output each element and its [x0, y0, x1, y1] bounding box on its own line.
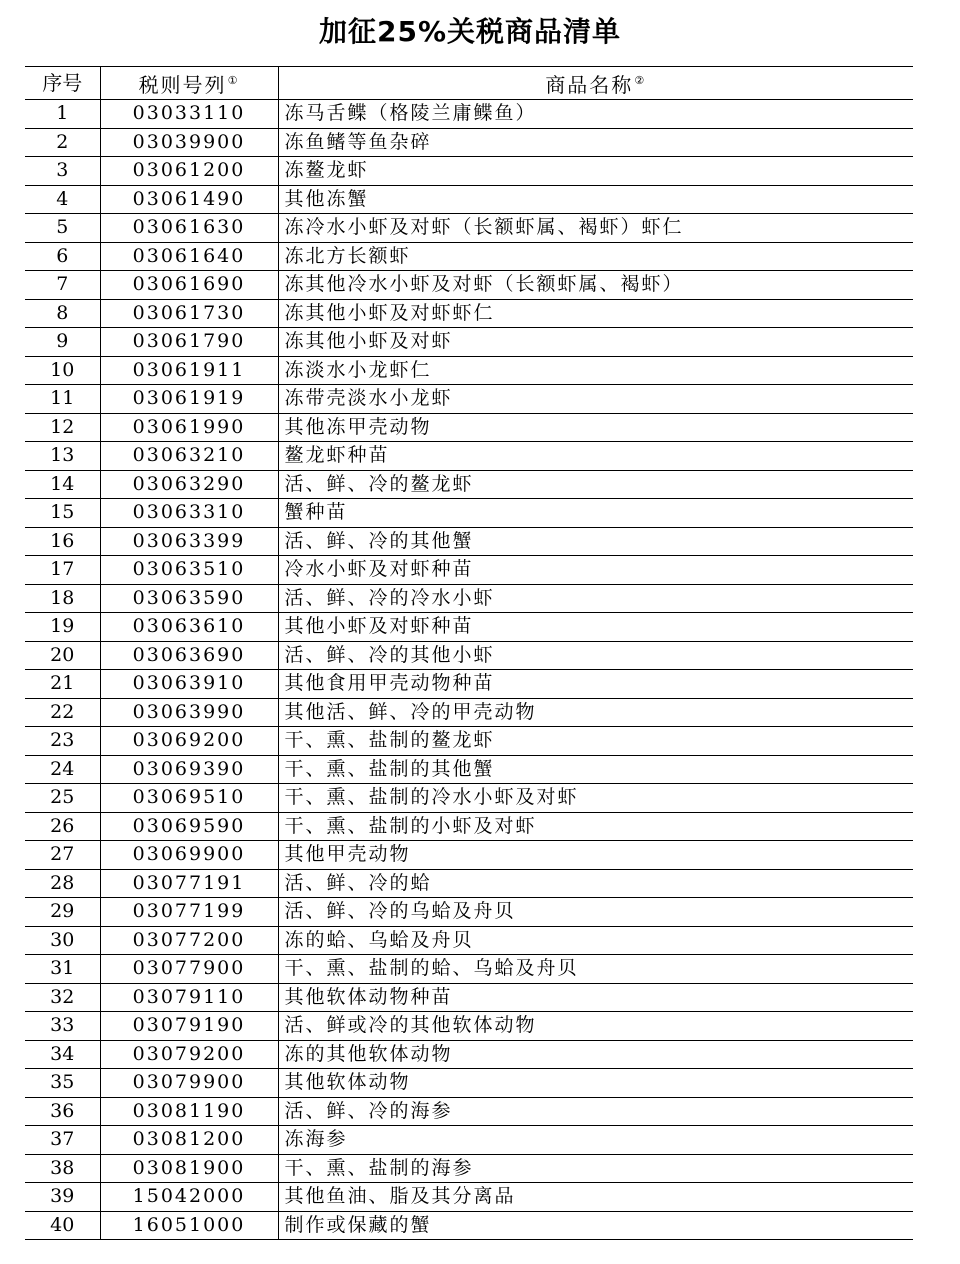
- row-tariff-code: 03061790: [100, 328, 278, 357]
- row-goods-name: 冻鳌龙虾: [278, 157, 913, 186]
- table-row: [25, 784, 913, 813]
- header-name-label: 商品名称: [545, 73, 634, 97]
- table-row: [25, 499, 913, 528]
- table-row: [25, 926, 913, 955]
- row-tariff-code: 03069510: [100, 784, 278, 813]
- table-row: [25, 869, 913, 898]
- table-row: [25, 242, 913, 271]
- table-row: [25, 556, 913, 585]
- row-index: 2: [25, 128, 100, 157]
- table-row: [25, 356, 913, 385]
- row-tariff-code: 03081190: [100, 1097, 278, 1126]
- row-goods-name: 冻其他冷水小虾及对虾（长额虾属、褐虾）: [278, 271, 913, 300]
- row-goods-name: 冻其他小虾及对虾: [278, 328, 913, 357]
- row-index: 23: [25, 727, 100, 756]
- row-index: 26: [25, 812, 100, 841]
- row-tariff-code: 03061640: [100, 242, 278, 271]
- table-row: [25, 328, 913, 357]
- row-tariff-code: 03077900: [100, 955, 278, 984]
- row-index: 5: [25, 214, 100, 243]
- row-index: 30: [25, 926, 100, 955]
- table-row: [25, 670, 913, 699]
- row-goods-name: 干、熏、盐制的小虾及对虾: [278, 812, 913, 841]
- row-index: 15: [25, 499, 100, 528]
- row-tariff-code: 03061911: [100, 356, 278, 385]
- row-tariff-code: 03069900: [100, 841, 278, 870]
- header-index-label: 序号: [42, 70, 83, 95]
- table-row: [25, 1126, 913, 1155]
- row-goods-name: 其他冻蟹: [278, 185, 913, 214]
- row-goods-name: 活、鲜、冷的乌蛤及舟贝: [278, 898, 913, 927]
- row-index: 11: [25, 385, 100, 414]
- row-tariff-code: 15042000: [100, 1183, 278, 1212]
- row-index: 28: [25, 869, 100, 898]
- row-tariff-code: 03061490: [100, 185, 278, 214]
- row-index: 33: [25, 1012, 100, 1041]
- row-index: 6: [25, 242, 100, 271]
- table-row: [25, 271, 913, 300]
- tariff-goods-table: [25, 66, 913, 1240]
- row-tariff-code: 03077199: [100, 898, 278, 927]
- header-code-label: 税则号列: [138, 73, 227, 97]
- row-goods-name: 制作或保藏的蟹: [278, 1211, 913, 1240]
- row-index: 19: [25, 613, 100, 642]
- row-goods-name: 活、鲜、冷的其他蟹: [278, 527, 913, 556]
- table-row: [25, 185, 913, 214]
- row-goods-name: 活、鲜或冷的其他软体动物: [278, 1012, 913, 1041]
- row-index: 21: [25, 670, 100, 699]
- row-goods-name: 干、熏、盐制的冷水小虾及对虾: [278, 784, 913, 813]
- table-row: [25, 727, 913, 756]
- row-goods-name: 其他活、鲜、冷的甲壳动物: [278, 698, 913, 727]
- header-code-footnote-mark: ①: [227, 74, 240, 87]
- row-index: 32: [25, 983, 100, 1012]
- table-row: [25, 128, 913, 157]
- table-row: [25, 698, 913, 727]
- table-row: [25, 584, 913, 613]
- row-tariff-code: 03063690: [100, 641, 278, 670]
- table-row: [25, 157, 913, 186]
- row-tariff-code: 16051000: [100, 1211, 278, 1240]
- table-row: [25, 442, 913, 471]
- table-row: [25, 413, 913, 442]
- row-index: 38: [25, 1154, 100, 1183]
- row-goods-name: 其他鱼油、脂及其分离品: [278, 1183, 913, 1212]
- table-row: [25, 1012, 913, 1041]
- table-row: [25, 613, 913, 642]
- row-index: 34: [25, 1040, 100, 1069]
- table-row: [25, 898, 913, 927]
- row-goods-name: 干、熏、盐制的鳌龙虾: [278, 727, 913, 756]
- row-index: 40: [25, 1211, 100, 1240]
- row-tariff-code: 03061690: [100, 271, 278, 300]
- row-tariff-code: 03077191: [100, 869, 278, 898]
- row-goods-name: 冻带壳淡水小龙虾: [278, 385, 913, 414]
- row-index: 13: [25, 442, 100, 471]
- row-tariff-code: 03063910: [100, 670, 278, 699]
- row-tariff-code: 03063590: [100, 584, 278, 613]
- row-goods-name: 冻其他小虾及对虾虾仁: [278, 299, 913, 328]
- row-index: 27: [25, 841, 100, 870]
- row-tariff-code: 03063310: [100, 499, 278, 528]
- row-goods-name: 其他冻甲壳动物: [278, 413, 913, 442]
- row-goods-name: 活、鲜、冷的其他小虾: [278, 641, 913, 670]
- table-row: [25, 1211, 913, 1240]
- row-index: 18: [25, 584, 100, 613]
- row-goods-name: 其他软体动物种苗: [278, 983, 913, 1012]
- row-index: 1: [25, 100, 100, 129]
- row-index: 35: [25, 1069, 100, 1098]
- row-index: 24: [25, 755, 100, 784]
- row-tariff-code: 03081900: [100, 1154, 278, 1183]
- row-tariff-code: 03061990: [100, 413, 278, 442]
- table-row: [25, 841, 913, 870]
- table-row: [25, 1183, 913, 1212]
- row-goods-name: 鳌龙虾种苗: [278, 442, 913, 471]
- header-name-footnote-mark: ②: [634, 74, 647, 87]
- page-title: 加征25%关税商品清单: [318, 15, 622, 48]
- row-tariff-code: 03079900: [100, 1069, 278, 1098]
- row-tariff-code: 03079190: [100, 1012, 278, 1041]
- row-tariff-code: 03033110: [100, 100, 278, 129]
- row-index: 3: [25, 157, 100, 186]
- row-goods-name: 其他软体动物: [278, 1069, 913, 1098]
- row-index: 20: [25, 641, 100, 670]
- table-row: [25, 983, 913, 1012]
- row-goods-name: 冻鱼鳍等鱼杂碎: [278, 128, 913, 157]
- table-row: [25, 1040, 913, 1069]
- row-index: 25: [25, 784, 100, 813]
- row-index: 17: [25, 556, 100, 585]
- header-name: [278, 67, 913, 100]
- row-index: 22: [25, 698, 100, 727]
- table-row: [25, 1097, 913, 1126]
- row-index: 29: [25, 898, 100, 927]
- row-index: 9: [25, 328, 100, 357]
- row-tariff-code: 03039900: [100, 128, 278, 157]
- row-goods-name: 冻的其他软体动物: [278, 1040, 913, 1069]
- table-row: [25, 812, 913, 841]
- row-index: 36: [25, 1097, 100, 1126]
- row-goods-name: 蟹种苗: [278, 499, 913, 528]
- row-goods-name: 冻冷水小虾及对虾（长额虾属、褐虾）虾仁: [278, 214, 913, 243]
- row-index: 7: [25, 271, 100, 300]
- row-goods-name: 冻马舌鲽（格陵兰庸鲽鱼）: [278, 100, 913, 129]
- row-tariff-code: 03081200: [100, 1126, 278, 1155]
- row-goods-name: 干、熏、盐制的海参: [278, 1154, 913, 1183]
- table-row: [25, 1154, 913, 1183]
- row-tariff-code: 03061630: [100, 214, 278, 243]
- row-index: 31: [25, 955, 100, 984]
- header-code: [100, 67, 278, 100]
- row-tariff-code: 03063210: [100, 442, 278, 471]
- row-index: 12: [25, 413, 100, 442]
- row-index: 14: [25, 470, 100, 499]
- row-goods-name: 干、熏、盐制的蛤、乌蛤及舟贝: [278, 955, 913, 984]
- row-tariff-code: 03063290: [100, 470, 278, 499]
- row-tariff-code: 03061919: [100, 385, 278, 414]
- row-tariff-code: 03069390: [100, 755, 278, 784]
- row-index: 4: [25, 185, 100, 214]
- table-body: [25, 100, 913, 1240]
- table-row: [25, 470, 913, 499]
- row-goods-name: 冷水小虾及对虾种苗: [278, 556, 913, 585]
- row-goods-name: 其他食用甲壳动物种苗: [278, 670, 913, 699]
- row-tariff-code: 03063399: [100, 527, 278, 556]
- table-row: [25, 299, 913, 328]
- row-goods-name: 活、鲜、冷的鳌龙虾: [278, 470, 913, 499]
- row-index: 37: [25, 1126, 100, 1155]
- row-index: 10: [25, 356, 100, 385]
- table-row: [25, 527, 913, 556]
- row-goods-name: 活、鲜、冷的海参: [278, 1097, 913, 1126]
- table-header-row: [25, 67, 913, 100]
- row-goods-name: 冻的蛤、乌蛤及舟贝: [278, 926, 913, 955]
- table-row: [25, 641, 913, 670]
- row-tariff-code: 03077200: [100, 926, 278, 955]
- row-goods-name: 活、鲜、冷的冷水小虾: [278, 584, 913, 613]
- row-goods-name: 其他甲壳动物: [278, 841, 913, 870]
- row-tariff-code: 03063990: [100, 698, 278, 727]
- row-tariff-code: 03069590: [100, 812, 278, 841]
- table-row: [25, 1069, 913, 1098]
- row-index: 39: [25, 1183, 100, 1212]
- row-tariff-code: 03061730: [100, 299, 278, 328]
- table-row: [25, 955, 913, 984]
- row-goods-name: 干、熏、盐制的其他蟹: [278, 755, 913, 784]
- row-tariff-code: 03069200: [100, 727, 278, 756]
- table-row: [25, 100, 913, 129]
- row-goods-name: 冻北方长额虾: [278, 242, 913, 271]
- row-goods-name: 冻淡水小龙虾仁: [278, 356, 913, 385]
- row-tariff-code: 03063610: [100, 613, 278, 642]
- table-row: [25, 214, 913, 243]
- row-goods-name: 其他小虾及对虾种苗: [278, 613, 913, 642]
- table-row: [25, 755, 913, 784]
- row-index: 16: [25, 527, 100, 556]
- row-tariff-code: 03079200: [100, 1040, 278, 1069]
- row-tariff-code: 03063510: [100, 556, 278, 585]
- row-goods-name: 活、鲜、冷的蛤: [278, 869, 913, 898]
- table-row: [25, 385, 913, 414]
- row-tariff-code: 03061200: [100, 157, 278, 186]
- row-goods-name: 冻海参: [278, 1126, 913, 1155]
- row-index: 8: [25, 299, 100, 328]
- row-tariff-code: 03079110: [100, 983, 278, 1012]
- header-index: [25, 67, 100, 100]
